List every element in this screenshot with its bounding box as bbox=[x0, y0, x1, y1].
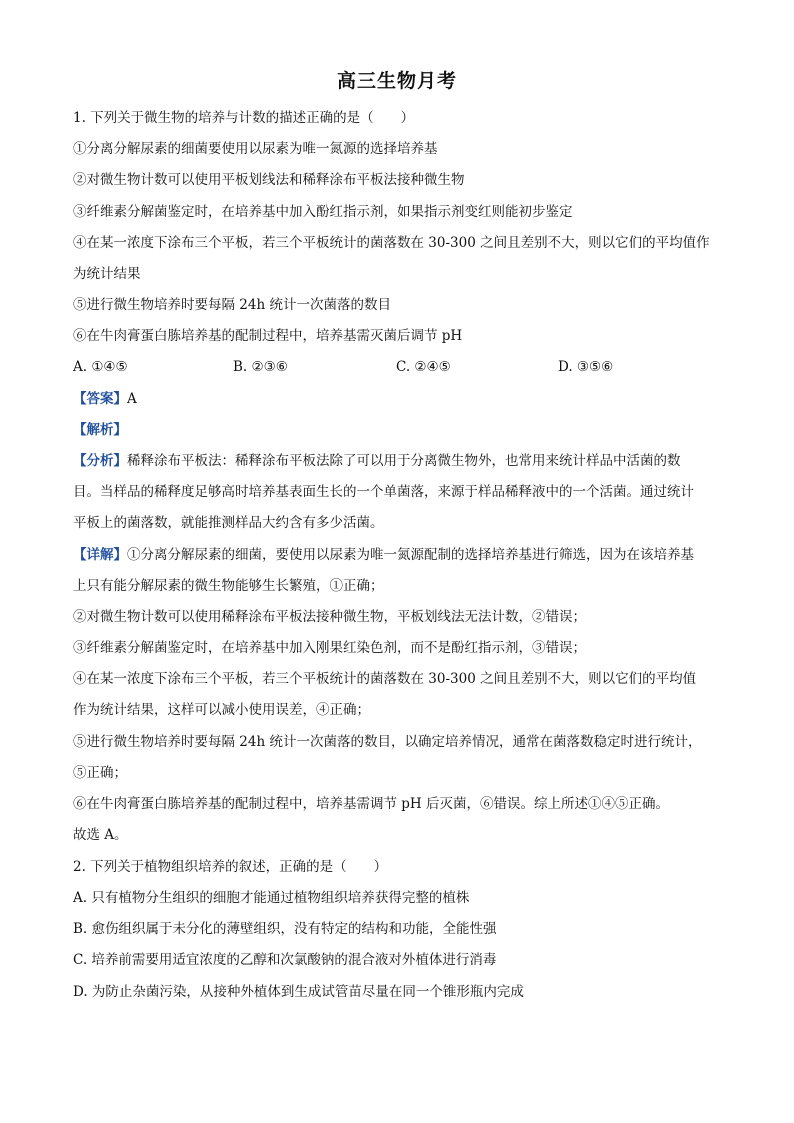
q2-option-c: C. 培养前需要用适宜浓度的乙醇和次氯酸钠的混合液对外植体进行消毒 bbox=[73, 952, 497, 968]
q1-statement-3: ③纤维素分解菌鉴定时，在培养基中加入酚红指示剂，如果指示剂变红则能初步鉴定 bbox=[73, 204, 573, 220]
page-title: 高三生物月考 bbox=[336, 70, 457, 92]
q2-option-d: D. 为防止杂菌污染，从接种外植体到生成试管苗尽量在同一个锥形瓶内完成 bbox=[73, 984, 524, 1000]
q1-xiangjie-line-10: 故选 A。 bbox=[73, 827, 128, 843]
analysis-tag: 【解析】 bbox=[73, 422, 127, 438]
q1-fenxi-line-1 bbox=[73, 451, 733, 471]
fenxi-text-1: 稀释涂布平板法：稀释涂布平板法除了可以用于分离微生物外，也常用来统计样品中活菌的数 bbox=[127, 453, 681, 469]
q1-statement-4-cont: 为统计结果 bbox=[73, 266, 141, 282]
q1-statement-4: ④在某一浓度下涂布三个平板，若三个平板统计的菌落数在 30-300 之间且差别不大，则以它们的平均值作 bbox=[73, 235, 710, 251]
q1-statement-2: ②对微生物计数可以使用平板划线法和稀释涂布平板法接种微生物 bbox=[73, 172, 465, 188]
q2-option-b: B. 愈伤组织属于未分化的薄壁组织，没有特定的结构和功能，全能性强 bbox=[73, 921, 497, 937]
q1-option-c: C. ②④⑤ bbox=[396, 359, 451, 375]
answer-value: A bbox=[127, 391, 137, 407]
question-1-stem: 1. 下列关于微生物的培养与计数的描述正确的是（ ） bbox=[73, 110, 415, 126]
question-2-stem: 2. 下列关于植物组织培养的叙述，正确的是（ ） bbox=[73, 859, 388, 875]
q1-statement-5: ⑤进行微生物培养时要每隔 24h 统计一次菌落的数目 bbox=[73, 297, 391, 313]
q1-option-b: B. ②③⑥ bbox=[233, 359, 288, 375]
q1-xiangjie-line-3: ②对微生物计数可以使用稀释涂布平板法接种微生物，平板划线法无法计数，②错误； bbox=[73, 609, 586, 625]
q1-xiangjie-line-6: 作为统计结果，这样可以减小使用误差，④正确； bbox=[73, 702, 370, 718]
q1-option-a: A. ①④⑤ bbox=[73, 359, 128, 375]
answer-tag: 【答案】 bbox=[73, 391, 127, 407]
q1-analysis-heading bbox=[73, 420, 733, 440]
q2-option-a: A. 只有植物分生组织的细胞才能通过植物组织培养获得完整的植株 bbox=[73, 890, 470, 906]
q1-fenxi-line-3: 平板上的菌落数，就能推测样品大约含有多少活菌。 bbox=[73, 515, 384, 531]
q1-xiangjie-line-4: ③纤维素分解菌鉴定时，在培养基中加入刚果红染色剂，而不是酚红指示剂，③错误； bbox=[73, 640, 586, 656]
q1-fenxi-line-2: 目。当样品的稀释度足够高时培养基表面生长的一个单菌落，来源于样品稀释液中的一个活菌。通过统计 bbox=[73, 484, 694, 500]
q1-answer bbox=[73, 389, 733, 409]
q1-xiangjie-line-8: ⑤正确； bbox=[73, 765, 127, 781]
q1-option-d: D. ③⑤⑥ bbox=[558, 359, 614, 375]
q1-xiangjie-line-2: 上只有能分解尿素的微生物能够生长繁殖，①正确； bbox=[73, 578, 384, 594]
xiangjie-tag: 【详解】 bbox=[73, 547, 127, 563]
q1-statement-6: ⑥在牛肉膏蛋白胨培养基的配制过程中，培养基需灭菌后调节 pH bbox=[73, 328, 463, 344]
q1-statement-1: ①分离分解尿素的细菌要使用以尿素为唯一氮源的选择培养基 bbox=[73, 141, 438, 157]
q1-xiangjie-line-1 bbox=[73, 545, 733, 565]
q1-xiangjie-line-5: ④在某一浓度下涂布三个平板，若三个平板统计的菌落数在 30-300 之间且差别不大，则以它们的平均值 bbox=[73, 671, 697, 687]
q1-xiangjie-line-9: ⑥在牛肉膏蛋白胨培养基的配制过程中，培养基需调节 pH 后灭菌，⑥错误。综上所述①④⑤正确。 bbox=[73, 796, 669, 812]
fenxi-tag: 【分析】 bbox=[73, 453, 127, 469]
xiangjie-text-1: ①分离分解尿素的细菌，要使用以尿素为唯一氮源配制的选择培养基进行筛选，因为在该培养基 bbox=[127, 547, 694, 563]
q1-xiangjie-line-7: ⑤进行微生物培养时要每隔 24h 统计一次菌落的数目，以确定培养情况，通常在菌落数稳定时进行统计， bbox=[73, 734, 702, 750]
